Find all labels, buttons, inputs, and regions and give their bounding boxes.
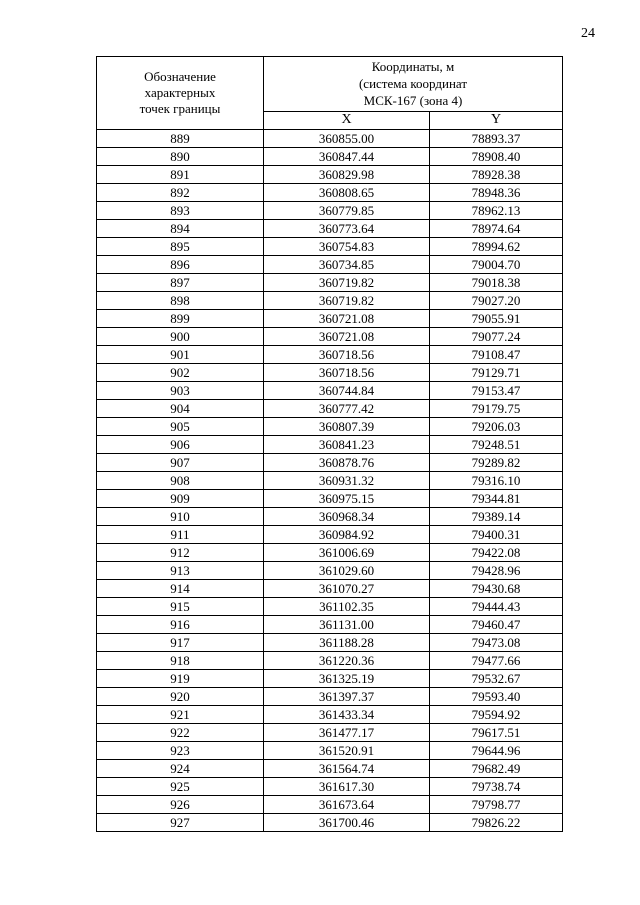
point-cell: 891	[97, 166, 264, 184]
x-coordinate-cell: 360721.08	[264, 310, 430, 328]
x-coordinate-cell: 360718.56	[264, 364, 430, 382]
x-coordinate-cell: 361433.34	[264, 706, 430, 724]
y-coordinate-cell: 78948.36	[430, 184, 563, 202]
x-coordinate-cell: 361397.37	[264, 688, 430, 706]
designation-header-line-2: характерных	[144, 85, 216, 100]
x-coordinate-cell: 360719.82	[264, 274, 430, 292]
point-cell: 906	[97, 436, 264, 454]
x-coordinate-cell: 360847.44	[264, 148, 430, 166]
x-coordinate-cell: 360773.64	[264, 220, 430, 238]
x-coordinate-cell: 360984.92	[264, 526, 430, 544]
table-row	[97, 508, 563, 526]
y-coordinate-cell: 79477.66	[430, 652, 563, 670]
y-coordinate-cell: 79289.82	[430, 454, 563, 472]
y-coordinate-cell: 79248.51	[430, 436, 563, 454]
y-coordinate-cell: 79129.71	[430, 364, 563, 382]
point-cell: 920	[97, 688, 264, 706]
y-coordinate-cell: 79444.43	[430, 598, 563, 616]
point-cell: 908	[97, 472, 264, 490]
table-row	[97, 454, 563, 472]
y-coordinate-cell: 79400.31	[430, 526, 563, 544]
y-coordinate-cell: 78928.38	[430, 166, 563, 184]
x-coordinate-cell: 360744.84	[264, 382, 430, 400]
table-row	[97, 202, 563, 220]
coordinates-header-line-1: Координаты, м	[371, 59, 455, 75]
point-cell: 893	[97, 202, 264, 220]
x-coordinate-cell: 360841.23	[264, 436, 430, 454]
y-coordinate-cell: 79428.96	[430, 562, 563, 580]
point-cell: 914	[97, 580, 264, 598]
x-coordinate-cell: 361220.36	[264, 652, 430, 670]
point-cell: 923	[97, 742, 264, 760]
x-coordinate-cell: 360829.98	[264, 166, 430, 184]
y-coordinate-cell: 78962.13	[430, 202, 563, 220]
x-coordinate-cell: 360931.32	[264, 472, 430, 490]
point-cell: 919	[97, 670, 264, 688]
table-row	[97, 310, 563, 328]
y-coordinate-cell: 79027.20	[430, 292, 563, 310]
table-row	[97, 148, 563, 166]
point-cell: 911	[97, 526, 264, 544]
x-coordinate-cell: 361102.35	[264, 598, 430, 616]
x-coordinate-cell: 361477.17	[264, 724, 430, 742]
x-coordinate-cell: 360719.82	[264, 292, 430, 310]
x-coordinate-cell: 360734.85	[264, 256, 430, 274]
table-row	[97, 418, 563, 436]
coordinates-header-line-3: МСК-167 (зона 4)	[363, 93, 463, 109]
x-coordinate-cell: 360808.65	[264, 184, 430, 202]
table-row	[97, 220, 563, 238]
x-coordinate-cell: 360968.34	[264, 508, 430, 526]
y-coordinate-cell: 79344.81	[430, 490, 563, 508]
x-coordinate-cell: 360855.00	[264, 130, 430, 148]
table-row	[97, 364, 563, 382]
y-coordinate-cell: 79617.51	[430, 724, 563, 742]
y-coordinate-cell: 79798.77	[430, 796, 563, 814]
designation-header	[97, 57, 264, 130]
table-row	[97, 382, 563, 400]
table-row	[97, 706, 563, 724]
y-coordinate-cell: 79422.08	[430, 544, 563, 562]
x-coordinate-cell: 361700.46	[264, 814, 430, 832]
point-cell: 894	[97, 220, 264, 238]
point-cell: 912	[97, 544, 264, 562]
point-cell: 922	[97, 724, 264, 742]
point-cell: 917	[97, 634, 264, 652]
table-row	[97, 166, 563, 184]
x-coordinate-cell: 361564.74	[264, 760, 430, 778]
table-row	[97, 274, 563, 292]
x-coordinate-cell: 360777.42	[264, 400, 430, 418]
y-column-header: Y	[430, 111, 563, 129]
designation-header-line-3: точек границы	[139, 101, 221, 116]
point-cell: 905	[97, 418, 264, 436]
y-coordinate-cell: 79430.68	[430, 580, 563, 598]
y-coordinate-cell: 79473.08	[430, 634, 563, 652]
point-cell: 921	[97, 706, 264, 724]
point-cell: 890	[97, 148, 264, 166]
x-coordinate-cell: 361131.00	[264, 616, 430, 634]
coordinates-header-line-2: (система координат	[358, 76, 468, 92]
point-cell: 889	[97, 130, 264, 148]
coordinates-header	[264, 57, 563, 112]
point-cell: 904	[97, 400, 264, 418]
table-row	[97, 562, 563, 580]
y-coordinate-cell: 79108.47	[430, 346, 563, 364]
table-row	[97, 256, 563, 274]
table-row	[97, 670, 563, 688]
y-coordinate-cell: 79593.40	[430, 688, 563, 706]
x-coordinate-cell: 360721.08	[264, 328, 430, 346]
x-coordinate-cell: 360754.83	[264, 238, 430, 256]
table-row	[97, 130, 563, 148]
y-coordinate-cell: 79532.67	[430, 670, 563, 688]
x-coordinate-cell: 360975.15	[264, 490, 430, 508]
y-coordinate-cell: 79004.70	[430, 256, 563, 274]
x-coordinate-cell: 360878.76	[264, 454, 430, 472]
y-coordinate-cell: 79644.96	[430, 742, 563, 760]
y-coordinate-cell: 79389.14	[430, 508, 563, 526]
point-cell: 909	[97, 490, 264, 508]
x-coordinate-cell: 360779.85	[264, 202, 430, 220]
point-cell: 892	[97, 184, 264, 202]
table-row	[97, 292, 563, 310]
table-row	[97, 652, 563, 670]
table-row	[97, 328, 563, 346]
point-cell: 907	[97, 454, 264, 472]
point-cell: 916	[97, 616, 264, 634]
table-row	[97, 580, 563, 598]
x-coordinate-cell: 361617.30	[264, 778, 430, 796]
table-row	[97, 238, 563, 256]
point-cell: 899	[97, 310, 264, 328]
y-coordinate-cell: 79055.91	[430, 310, 563, 328]
table-row	[97, 688, 563, 706]
table-row	[97, 634, 563, 652]
table-row	[97, 814, 563, 832]
y-coordinate-cell: 79206.03	[430, 418, 563, 436]
table-row	[97, 490, 563, 508]
x-column-header: X	[264, 111, 430, 129]
point-cell: 924	[97, 760, 264, 778]
point-cell: 910	[97, 508, 264, 526]
x-coordinate-cell: 360807.39	[264, 418, 430, 436]
x-coordinate-cell: 361070.27	[264, 580, 430, 598]
x-coordinate-cell: 361029.60	[264, 562, 430, 580]
point-cell: 925	[97, 778, 264, 796]
y-coordinate-cell: 78974.64	[430, 220, 563, 238]
point-cell: 898	[97, 292, 264, 310]
point-cell: 900	[97, 328, 264, 346]
point-cell: 927	[97, 814, 264, 832]
table-body	[97, 130, 563, 832]
table-row	[97, 724, 563, 742]
point-cell: 896	[97, 256, 264, 274]
x-coordinate-cell: 361325.19	[264, 670, 430, 688]
designation-header-line-1: Обозначение	[144, 69, 216, 84]
point-cell: 903	[97, 382, 264, 400]
y-coordinate-cell: 79826.22	[430, 814, 563, 832]
y-coordinate-cell: 79460.47	[430, 616, 563, 634]
point-cell: 915	[97, 598, 264, 616]
y-coordinate-cell: 79153.47	[430, 382, 563, 400]
point-cell: 902	[97, 364, 264, 382]
x-coordinate-cell: 361673.64	[264, 796, 430, 814]
point-cell: 926	[97, 796, 264, 814]
table-row	[97, 598, 563, 616]
page-number: 24	[581, 26, 595, 41]
x-coordinate-cell: 361188.28	[264, 634, 430, 652]
y-coordinate-cell: 79316.10	[430, 472, 563, 490]
y-coordinate-cell: 78908.40	[430, 148, 563, 166]
table-row	[97, 472, 563, 490]
table-row	[97, 616, 563, 634]
table-row	[97, 796, 563, 814]
point-cell: 918	[97, 652, 264, 670]
table-row	[97, 778, 563, 796]
point-cell: 913	[97, 562, 264, 580]
point-cell: 897	[97, 274, 264, 292]
y-coordinate-cell: 79077.24	[430, 328, 563, 346]
y-coordinate-cell: 79179.75	[430, 400, 563, 418]
table-row	[97, 184, 563, 202]
y-coordinate-cell: 79738.74	[430, 778, 563, 796]
table-row	[97, 346, 563, 364]
table-row	[97, 400, 563, 418]
coordinates-table	[96, 56, 563, 832]
table-row	[97, 742, 563, 760]
x-coordinate-cell: 361006.69	[264, 544, 430, 562]
table-row	[97, 544, 563, 562]
y-coordinate-cell: 79682.49	[430, 760, 563, 778]
x-coordinate-cell: 361520.91	[264, 742, 430, 760]
table-row	[97, 436, 563, 454]
point-cell: 895	[97, 238, 264, 256]
table-row	[97, 526, 563, 544]
y-coordinate-cell: 78893.37	[430, 130, 563, 148]
table-row	[97, 760, 563, 778]
y-coordinate-cell: 78994.62	[430, 238, 563, 256]
y-coordinate-cell: 79018.38	[430, 274, 563, 292]
point-cell: 901	[97, 346, 264, 364]
y-coordinate-cell: 79594.92	[430, 706, 563, 724]
x-coordinate-cell: 360718.56	[264, 346, 430, 364]
